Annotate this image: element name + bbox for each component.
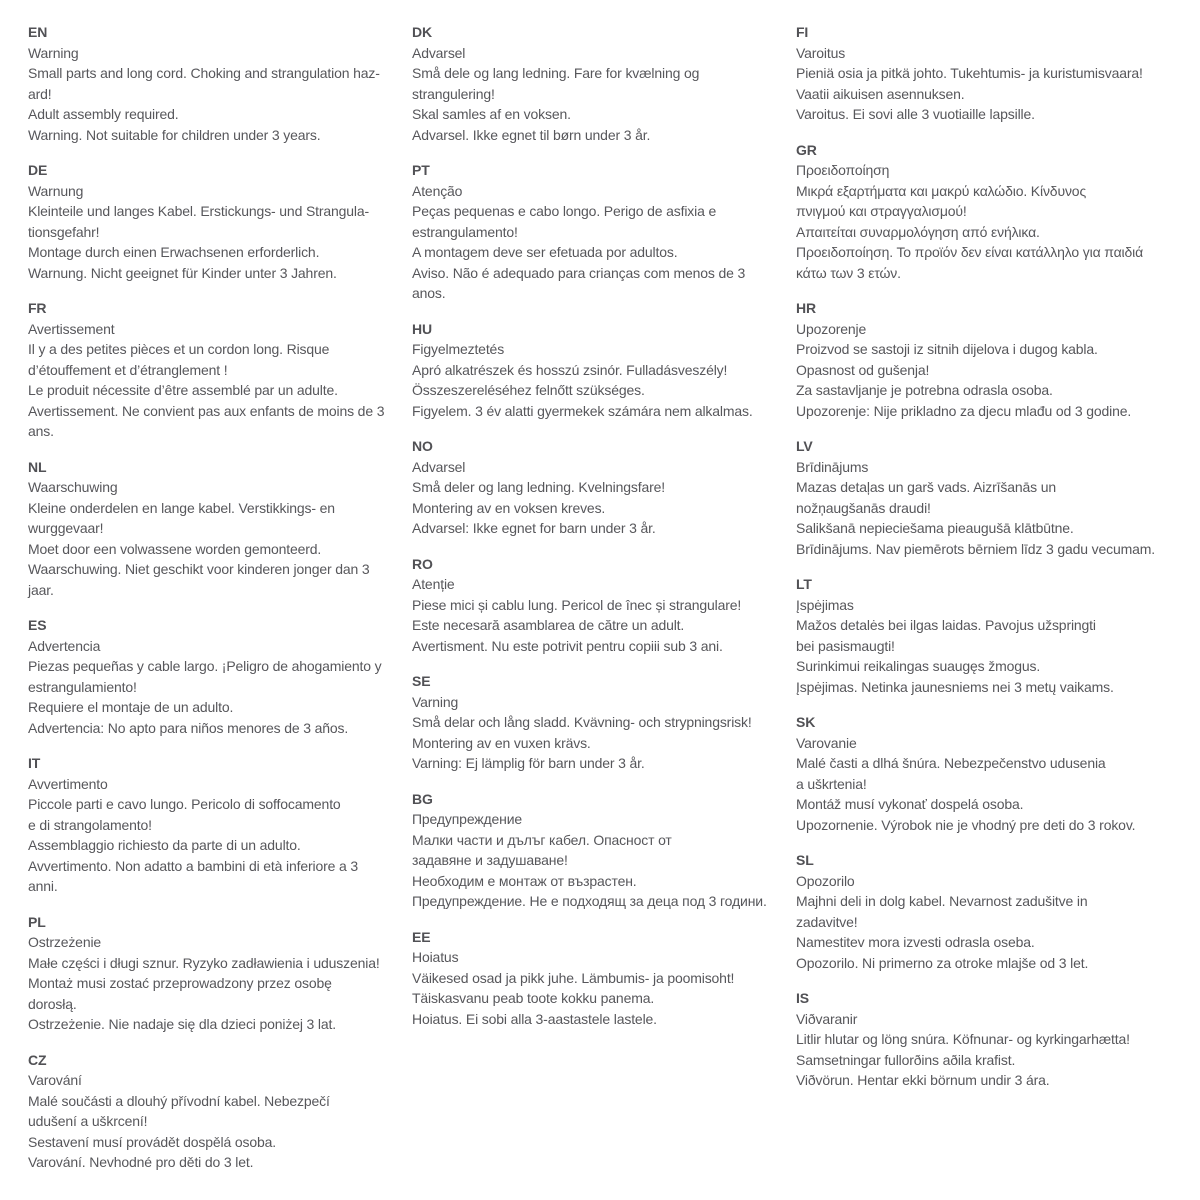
language-section bbox=[412, 789, 780, 912]
language-code: LV bbox=[796, 438, 813, 454]
warning-line: Advarsel. Ikke egnet til børn under 3 år. bbox=[412, 126, 651, 143]
warning-title: Advarsel bbox=[412, 458, 466, 475]
warning-line: Advarsel: Ikke egnet for barn under 3 år. bbox=[412, 520, 656, 536]
language-code: IT bbox=[28, 755, 41, 771]
warning-line: Varování. Nevhodné pro děti do 3 let. bbox=[28, 1154, 254, 1170]
language-section bbox=[28, 298, 396, 442]
language-section bbox=[412, 671, 780, 774]
language-section bbox=[28, 753, 396, 897]
warning-line: Warnung. Nicht geeignet für Kinder unter 3 Jahren. bbox=[28, 264, 337, 281]
warning-line: Απαιτείται συναρμολόγηση από ενήλικα. bbox=[796, 223, 1040, 240]
language-code: BG bbox=[412, 790, 433, 807]
language-code: GR bbox=[796, 141, 817, 158]
warning-line: Įspėjimas. Netinka jaunesniems nei 3 metų vaikams. bbox=[796, 678, 1114, 695]
warning-line: Proizvod se sastoji iz sitnih dijelova i dugog kabla. bbox=[796, 341, 1098, 357]
warning-line: Összeszereléséhez felnőtt szükséges. bbox=[412, 382, 645, 398]
warning-line: a uškrtenia! bbox=[796, 775, 867, 792]
language-code: DK bbox=[412, 24, 432, 40]
language-section bbox=[412, 927, 780, 1030]
warning-title: Avertissement bbox=[28, 320, 115, 337]
warning-line: Waarschuwing. Niet geschikt voor kinderen jonger dan 3 bbox=[28, 561, 370, 577]
warning-line: Kleine onderdelen en lange kabel. Verstikkings- en bbox=[28, 499, 335, 516]
warning-line: Opozorilo. Ni primerno za otroke mlajše od 3 let. bbox=[796, 954, 1089, 971]
warning-line: Avertissement. Ne convient pas aux enfants de moins de 3 bbox=[28, 402, 385, 419]
warning-line: e di strangolamento! bbox=[28, 816, 152, 833]
warning-title: Warnung bbox=[28, 182, 84, 199]
warning-title: Varování bbox=[28, 1072, 82, 1088]
warning-line: Majhni deli in dolg kabel. Nevarnost zadušitve in bbox=[796, 893, 1088, 909]
warning-line: Mažos detalės bei ilgas laidas. Pavojus užspringti bbox=[796, 617, 1096, 633]
warning-line: wurggevaar! bbox=[28, 520, 104, 536]
warning-line: Sestavení musí provádět dospělá osoba. bbox=[28, 1133, 277, 1150]
warning-line: Små delar och lång sladd. Kvävning- och strypningsrisk! bbox=[412, 714, 752, 730]
warning-title: Varning bbox=[412, 693, 459, 710]
warning-line: Opasnost od gušenja! bbox=[796, 361, 930, 378]
language-section bbox=[796, 850, 1168, 973]
warning-line: anos. bbox=[412, 285, 446, 301]
warning-line: Väikesed osad ja pikk juhe. Lämbumis- ja poomisoht! bbox=[412, 969, 735, 986]
warning-line: Small parts and long cord. Choking and strangulation haz- bbox=[28, 65, 380, 81]
warning-line: Piese mici și cablu lung. Pericol de înec și strangulare! bbox=[412, 596, 742, 613]
warning-line: Advertencia: No apto para niños menores de 3 años. bbox=[28, 719, 349, 736]
warning-line: udušení a uškrcení! bbox=[28, 1113, 148, 1129]
warning-line: ard! bbox=[28, 85, 52, 102]
language-code: SL bbox=[796, 852, 814, 868]
language-section bbox=[412, 554, 780, 657]
warning-line: Namestitev mora izvesti odrasla oseba. bbox=[796, 934, 1035, 950]
warning-line: Ostrzeżenie. Nie nadaje się dla dzieci poniżej 3 lat. bbox=[28, 1016, 337, 1032]
language-code: HR bbox=[796, 300, 816, 316]
language-code: DE bbox=[28, 162, 48, 178]
warning-line: Brīdinājums. Nav piemērots bērniem līdz 3 gadu vecumam. bbox=[796, 540, 1156, 557]
warning-title: Įspėjimas bbox=[796, 596, 854, 613]
column-middle bbox=[412, 22, 780, 1200]
warning-line: Moet door een volwassene worden gemonteerd. bbox=[28, 540, 322, 557]
warning-line: Le produit nécessite d’être assemblé par un adulte. bbox=[28, 382, 338, 398]
warning-title: Hoiatus bbox=[412, 949, 459, 965]
warning-line: Kleinteile und langes Kabel. Erstickungs- und Strangula- bbox=[28, 203, 370, 219]
warning-title: Avvertimento bbox=[28, 775, 108, 792]
warning-line: Προειδοποίηση. Το προϊόν δεν είναι κατάλληλο για παιδιά bbox=[796, 244, 1144, 260]
language-section bbox=[796, 712, 1168, 835]
warning-line: Litlir hlutar og löng snúra. Köfnunar- og kyrkingarhætta! bbox=[796, 1031, 1130, 1047]
warning-title: Varoitus bbox=[796, 44, 846, 61]
language-section bbox=[28, 22, 396, 145]
warning-line: задавяне и задушаване! bbox=[412, 852, 568, 868]
warning-line: d’étouffement et d’étranglement ! bbox=[28, 361, 228, 378]
language-section bbox=[412, 22, 780, 145]
warning-line: Varning: Ej lämplig för barn under 3 år. bbox=[412, 755, 645, 771]
warning-line: strangulering! bbox=[412, 85, 495, 102]
warning-title: Atenție bbox=[412, 576, 455, 592]
warning-title: Viðvaranir bbox=[796, 1010, 858, 1027]
warning-line: Skal samles af en voksen. bbox=[412, 106, 571, 122]
warning-line: Montáž musí vykonať dospelá osoba. bbox=[796, 796, 1024, 812]
warning-title: Brīdinājums bbox=[796, 458, 869, 475]
warning-line: Pieniä osia ja pitkä johto. Tukehtumis- ja kuristumisvaara! bbox=[796, 65, 1143, 81]
warning-title: Advertencia bbox=[28, 637, 101, 654]
language-code: FR bbox=[28, 300, 47, 316]
warning-line: anni. bbox=[28, 878, 58, 894]
language-code: SK bbox=[796, 714, 816, 730]
language-code: NO bbox=[412, 438, 433, 454]
warning-line: Малки части и дълъг кабел. Опасност от bbox=[412, 831, 672, 848]
warning-line: bei pasismaugti! bbox=[796, 637, 895, 654]
warning-line: Figyelem. 3 év alatti gyermekek számára nem alkalmas. bbox=[412, 402, 753, 419]
warning-line: Viðvörun. Hentar ekki börnum undir 3 ára. bbox=[796, 1072, 1050, 1088]
warning-line: πνιγμού και στραγγαλισμού! bbox=[796, 203, 967, 219]
language-section bbox=[412, 160, 780, 304]
warning-line: Este necesară asamblarea de către un adult. bbox=[412, 617, 685, 633]
warning-line: dorosłą. bbox=[28, 995, 77, 1012]
warning-title: Ostrzeżenie bbox=[28, 934, 102, 950]
warning-line: ans. bbox=[28, 423, 54, 439]
language-section bbox=[796, 140, 1168, 284]
warning-line: Peças pequenas e cabo longo. Perigo de asfixia e bbox=[412, 203, 717, 219]
warning-line: Warning. Not suitable for children under 3 years. bbox=[28, 126, 321, 143]
language-code: LT bbox=[796, 576, 812, 592]
column-right bbox=[796, 22, 1168, 1200]
language-code: RO bbox=[412, 555, 433, 572]
language-code: EE bbox=[412, 928, 431, 945]
language-section bbox=[412, 436, 780, 539]
warning-line: Upozornenie. Výrobok nie je vhodný pre deti do 3 rokov. bbox=[796, 816, 1136, 833]
warning-line: Malé časti a dlhá šnúra. Nebezpečenstvo udusenia bbox=[796, 755, 1106, 771]
warning-line: Samsetningar fullorðins aðila krafist. bbox=[796, 1051, 1016, 1068]
warning-line: Surinkimui reikalingas suaugęs žmogus. bbox=[796, 658, 1041, 674]
warning-title: Opozorilo bbox=[796, 872, 855, 889]
warning-title: Upozorenje bbox=[796, 320, 867, 337]
language-code: EN bbox=[28, 24, 48, 40]
warning-line: Montering av en vuxen krävs. bbox=[412, 734, 591, 751]
column-left bbox=[28, 22, 396, 1200]
warning-line: Montage durch einen Erwachsenen erforderlich. bbox=[28, 244, 320, 260]
language-section bbox=[796, 574, 1168, 697]
warning-line: estrangulamento! bbox=[412, 223, 518, 240]
warning-line: Il y a des petites pièces et un cordon long. Risque bbox=[28, 341, 330, 357]
warning-line: Aviso. Não é adequado para crianças com menos de 3 bbox=[412, 264, 746, 281]
language-code: PL bbox=[28, 913, 46, 930]
warning-title: Предупреждение bbox=[412, 811, 523, 827]
language-code: SE bbox=[412, 673, 431, 689]
warning-line: Varoitus. Ei sovi alle 3 vuotiaille lapsille. bbox=[796, 106, 1035, 122]
warning-line: nožņaugšanās draudi! bbox=[796, 499, 931, 516]
warning-line: Avvertimento. Non adatto a bambini di età inferiore a 3 bbox=[28, 857, 359, 874]
warning-line: Adult assembly required. bbox=[28, 106, 179, 122]
warning-title: Varovanie bbox=[796, 734, 857, 751]
warning-line: Salikšanā nepieciešama pieaugušā klātbūtne. bbox=[796, 520, 1074, 536]
warning-line: tionsgefahr! bbox=[28, 223, 100, 240]
warning-title: Warning bbox=[28, 44, 79, 61]
warning-line: Apró alkatrészek és hosszú zsinór. Fulladásveszély! bbox=[412, 361, 728, 378]
warning-title: Figyelmeztetés bbox=[412, 341, 505, 357]
warning-line: Små deler og lang ledning. Kvelningsfare! bbox=[412, 479, 666, 495]
language-section bbox=[28, 615, 396, 738]
warning-line: Małe części i długi sznur. Ryzyko zadławienia i uduszenia! bbox=[28, 954, 380, 971]
language-section bbox=[796, 436, 1168, 559]
warning-line: A montagem deve ser efetuada por adultos. bbox=[412, 244, 678, 260]
warning-line: Необходим е монтаж от възрастен. bbox=[412, 872, 637, 889]
language-code: HU bbox=[412, 320, 432, 337]
warning-line: Täiskasvanu peab toote kokku panema. bbox=[412, 990, 655, 1006]
warning-line: Montaż musi zostać przeprowadzony przez osobę bbox=[28, 975, 332, 991]
warning-line: Hoiatus. Ei sobi alla 3-aastastele lastele. bbox=[412, 1010, 657, 1027]
warning-line: Mazas detaļas un garš vads. Aizrīšanās un bbox=[796, 479, 1056, 495]
language-section bbox=[796, 298, 1168, 421]
language-section bbox=[796, 22, 1168, 125]
warning-line: Assemblaggio richiesto da parte di un adulto. bbox=[28, 837, 301, 853]
language-code: ES bbox=[28, 617, 47, 633]
warning-line: estrangulamiento! bbox=[28, 678, 137, 695]
warning-line: κάτω των 3 ετών. bbox=[796, 264, 901, 281]
warning-line: Malé součásti a dlouhý přívodní kabel. Nebezpečí bbox=[28, 1092, 330, 1109]
warning-line: Piccole parti e cavo lungo. Pericolo di soffocamento bbox=[28, 796, 341, 812]
warning-line: Upozorenje: Nije prikladno za djecu mlađu od 3 godine. bbox=[796, 402, 1132, 419]
language-code: CZ bbox=[28, 1051, 47, 1068]
language-section bbox=[28, 160, 396, 283]
warning-title: Advarsel bbox=[412, 44, 466, 61]
language-code: FI bbox=[796, 24, 809, 40]
warning-title: Προειδοποίηση bbox=[796, 162, 890, 178]
warning-line: Μικρά εξαρτήματα και μακρύ καλώδιο. Κίνδυνος bbox=[796, 182, 1087, 199]
language-section bbox=[28, 1050, 396, 1173]
warning-line: Montering av en voksen kreves. bbox=[412, 499, 606, 516]
warning-title: Waarschuwing bbox=[28, 479, 118, 495]
warning-line: Предупреждение. Не е подходящ за деца под 3 години. bbox=[412, 893, 767, 909]
language-code: NL bbox=[28, 458, 47, 475]
language-code: PT bbox=[412, 162, 430, 178]
warning-line: Små dele og lang ledning. Fare for kvælning og bbox=[412, 65, 700, 81]
language-section bbox=[412, 319, 780, 422]
language-code: IS bbox=[796, 990, 809, 1006]
warning-title: Atenção bbox=[412, 182, 463, 199]
warning-line: Vaatii aikuisen asennuksen. bbox=[796, 85, 965, 102]
language-section bbox=[28, 912, 396, 1035]
warning-line: Piezas pequeñas y cable largo. ¡Peligro de ahogamiento y bbox=[28, 658, 382, 674]
warning-line: Avertisment. Nu este potrivit pentru copiii sub 3 ani. bbox=[412, 637, 723, 654]
warning-line: zadavitve! bbox=[796, 913, 858, 930]
warning-line: jaar. bbox=[28, 581, 54, 598]
warning-line: Requiere el montaje de un adulto. bbox=[28, 699, 234, 715]
language-section bbox=[28, 457, 396, 601]
warning-line: Za sastavljanje je potrebna odrasla osoba. bbox=[796, 382, 1053, 398]
language-section bbox=[796, 988, 1168, 1091]
